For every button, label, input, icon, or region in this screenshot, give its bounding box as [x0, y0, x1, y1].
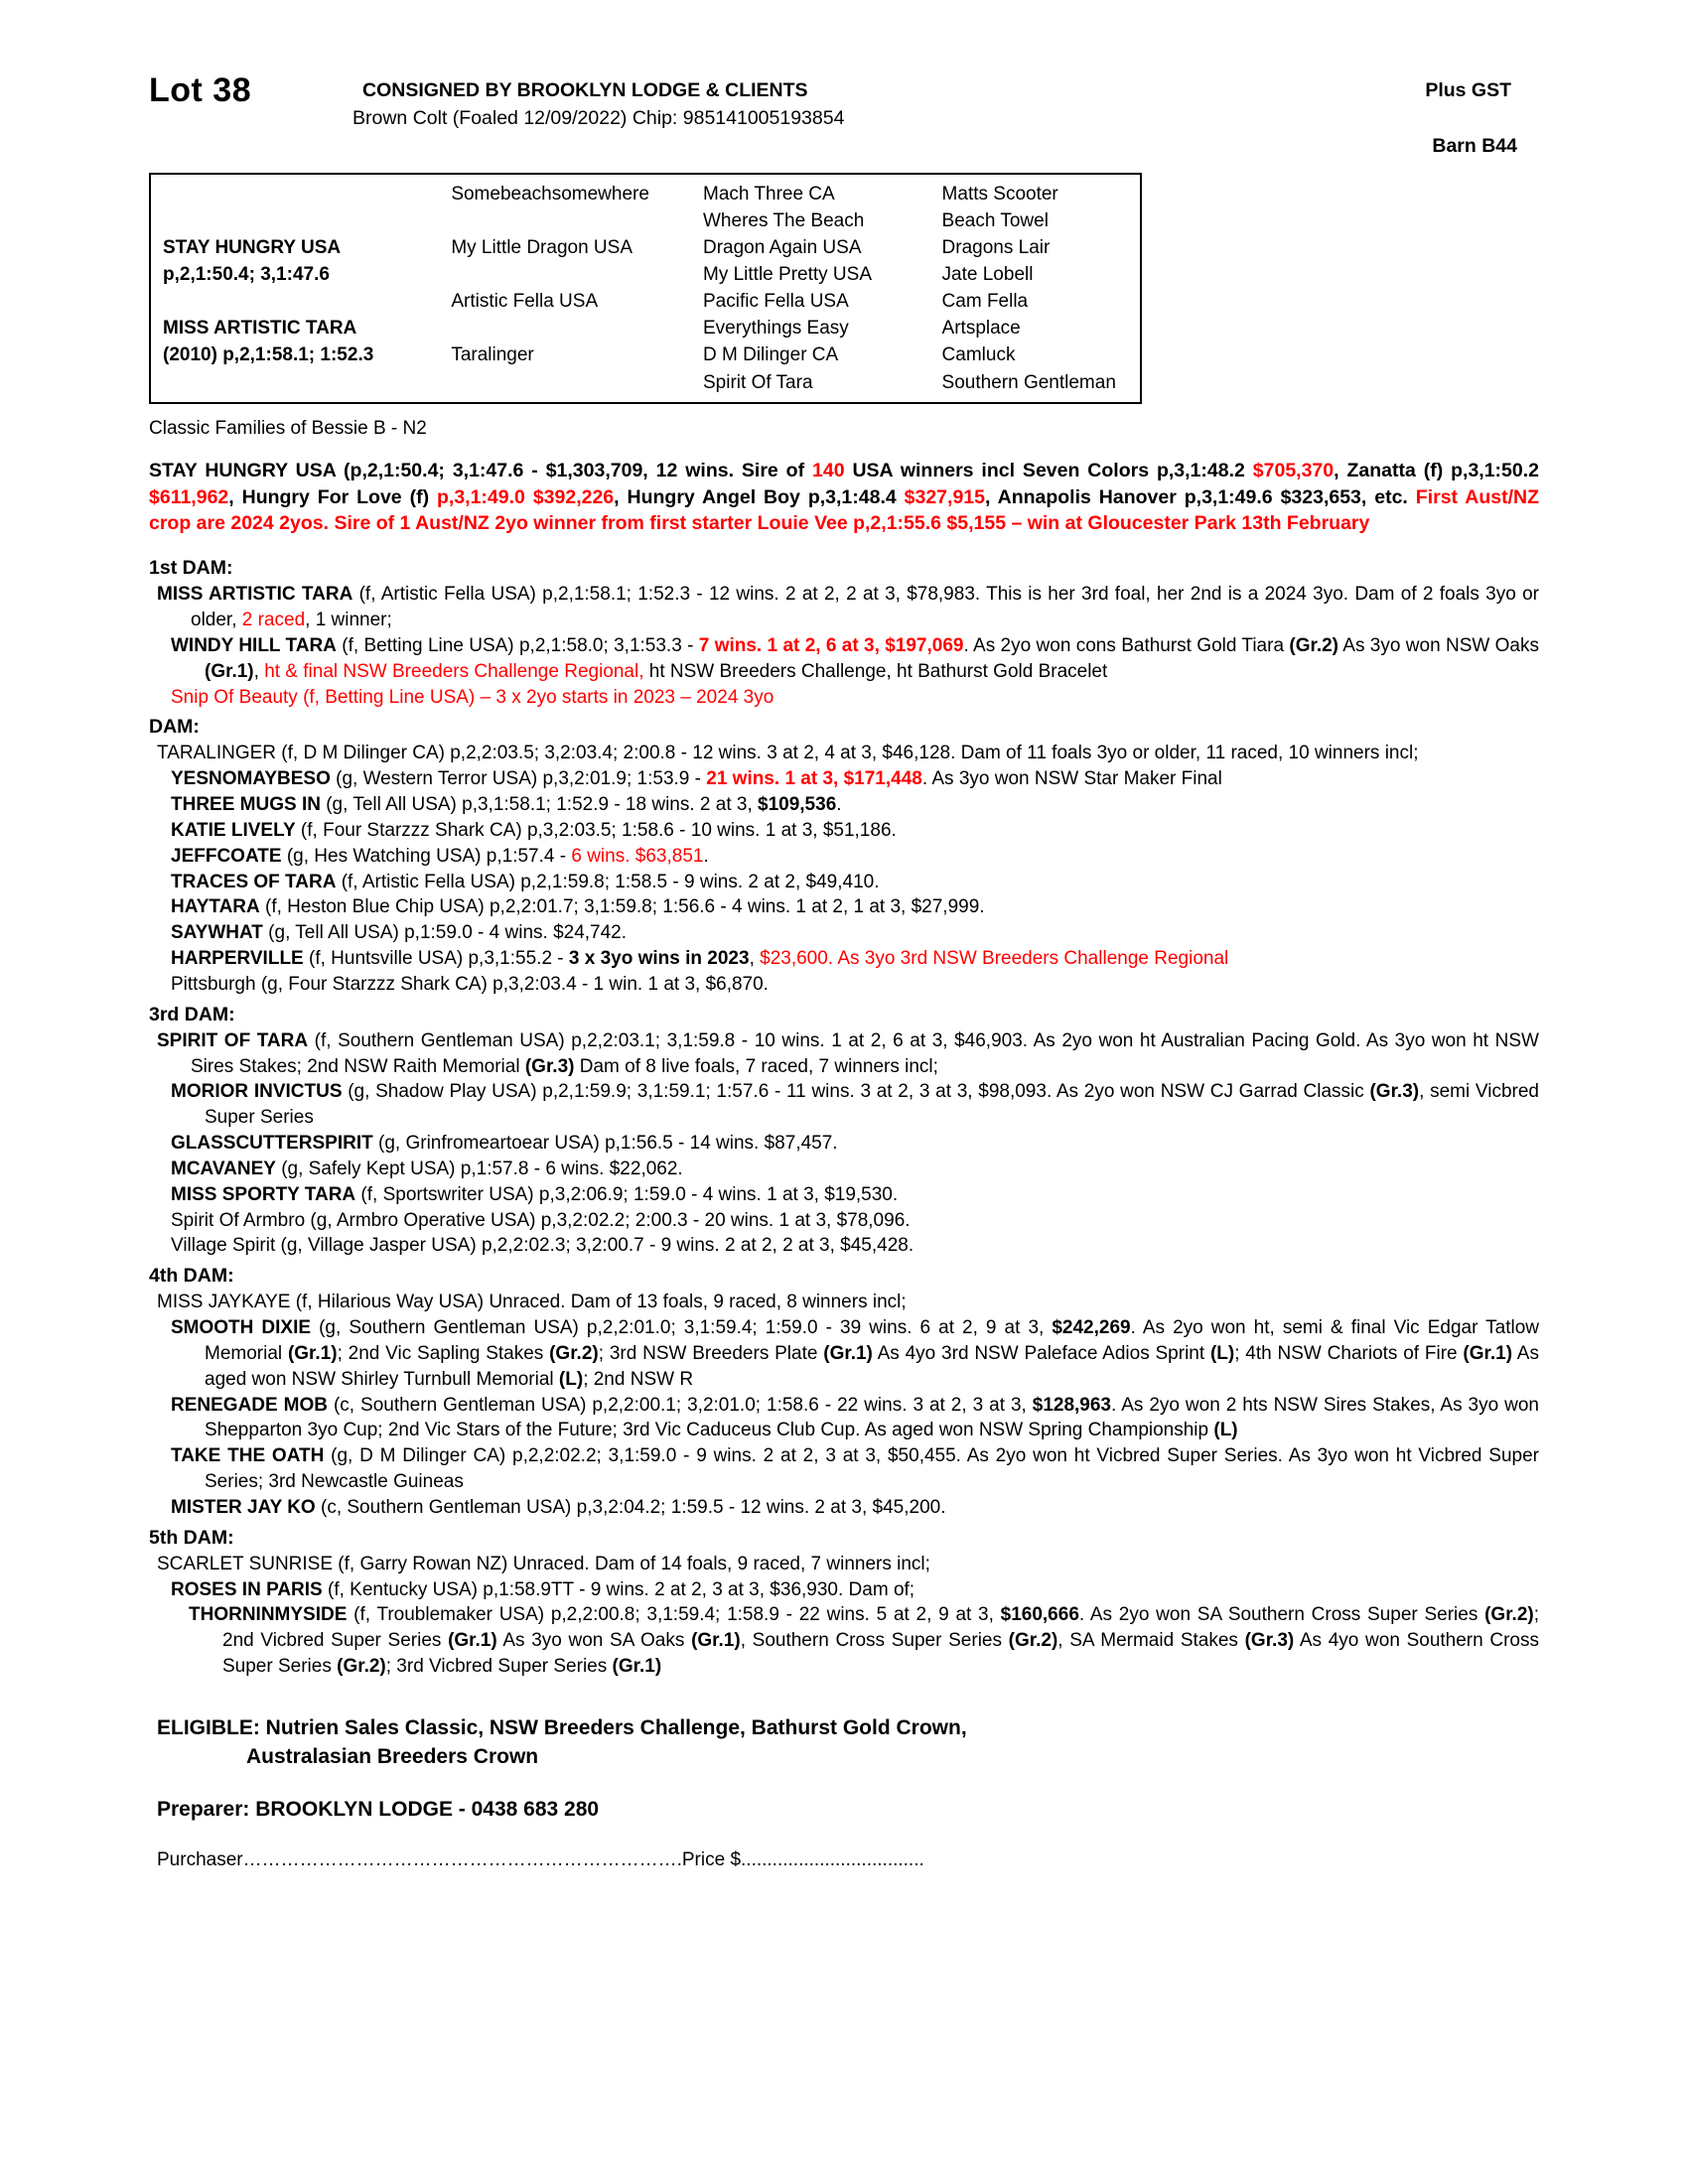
pedigree-entry	[171, 844, 1539, 870]
sire-text-4: , Hungry For Love (f)	[228, 485, 437, 508]
pedigree-entry	[157, 1028, 1539, 1080]
dam-name: MISS ARTISTIC TARA	[163, 318, 357, 340]
entry-text: (g, Southern Gentleman USA) p,2,2:01.0; 3,1:59.4; 1:59.0 - 39 wins. 6 at 2, 9 at 3,	[311, 1317, 1053, 1339]
pedigree-table	[149, 173, 1142, 404]
entry-text: (Gr.1)	[823, 1342, 873, 1364]
lot-number: Lot 38	[149, 71, 252, 109]
ped-cell	[447, 369, 699, 396]
table-row	[151, 315, 1140, 341]
ped-cell: Dragons Lair	[941, 237, 1051, 259]
entry-text: As aged won NSW Shirley Turnbull Memorial	[205, 1342, 1539, 1390]
ped-cell	[447, 261, 699, 288]
dam-heading: 1st DAM:	[149, 557, 233, 580]
pedigree-entry	[189, 1602, 1539, 1679]
ped-cell: Artistic Fella USA	[451, 291, 599, 313]
entry-text: ,	[749, 948, 761, 970]
entry-name: MISS ARTISTIC TARA	[157, 584, 353, 606]
entry-text: (f, Southern Gentleman USA) p,2,2:03.1; 3,1:59.8 - 10 wins. 1 at 2, 6 at 3, $46,903. As 2yo won ht Australian Pacing Gold. As 3yo won ht NSW Sires Stakes; 2nd NSW Raith Memorial	[191, 1029, 1539, 1077]
entry-text: (f, Artistic Fella USA) p,2,1:58.1; 1:52.3 - 12 wins. 2 at 2, 2 at 3, $78,983. This is her 3rd foal, her 2nd is a 2024 3yo. Dam of 2 foals 3yo or older,	[191, 584, 1539, 631]
table-row	[151, 234, 1140, 261]
entry-text: As 4yo 3rd NSW Paleface Adios Sprint	[872, 1342, 1210, 1364]
entry-text: (f, Heston Blue Chip USA) p,2,2:01.7; 3,1:59.8; 1:56.6 - 4 wins. 1 at 2, 1 at 3, $27,999.	[259, 896, 985, 918]
entry-text: $160,666	[1000, 1604, 1079, 1626]
entry-text: (f, Sportswriter USA) p,3,2:06.9; 1:59.0 - 4 wins. 1 at 3, $19,530.	[355, 1183, 899, 1205]
purchaser-line: Purchaser…………………………………………………………….Price $...................................	[157, 1848, 924, 1870]
entry-text: (g, Safely Kept USA) p,1:57.8 - 6 wins. $22,062.	[275, 1158, 683, 1179]
entry-text: (L)	[1209, 1342, 1235, 1364]
entry-name: GLASSCUTTERSPIRIT	[171, 1133, 373, 1155]
ped-cell: My Little Dragon USA	[451, 237, 633, 259]
sire-red-1: 140	[812, 459, 845, 481]
entry-text: . As 3yo won NSW Star Maker Final	[921, 768, 1222, 790]
entry-text: (g, Tell All USA) p,1:59.0 - 4 wins. $24,742.	[262, 922, 628, 944]
entry-name: THREE MUGS IN	[171, 794, 321, 816]
entry-text: (g, Grinfromeartoear USA) p,1:56.5 - 14 wins. $87,457.	[372, 1133, 838, 1155]
pedigree-entry	[157, 741, 1539, 766]
sire-name: STAY HUNGRY USA	[163, 237, 342, 259]
entry-text: , Southern Cross Super Series	[740, 1630, 1009, 1652]
entry-text: , semi Vicbred Super Series	[205, 1081, 1539, 1129]
ped-cell: Spirit Of Tara	[703, 371, 813, 393]
entry-name: HARPERVILLE	[171, 948, 304, 970]
entry-text: (c, Southern Gentleman USA) p,2,2:00.1; 3,2:01.0; 1:58.6 - 22 wins. 3 at 2, 3 at 3,	[327, 1394, 1033, 1416]
entry-text: (c, Southern Gentleman USA) p,3,2:04.2; 1:59.5 - 12 wins. 2 at 3, $45,200.	[315, 1496, 946, 1518]
sire-text-5: , Hungry Angel Boy p,3,1:48.4	[614, 485, 905, 508]
entry-text: 21 wins. 1 at 3, $171,448	[706, 768, 922, 790]
entry-text: (Gr.2)	[337, 1655, 386, 1677]
entry-text: (f, Artistic Fella USA) p,2,1:59.8; 1:58.5 - 9 wins. 2 at 2, $49,410.	[336, 871, 880, 892]
sire-marks: p,2,1:50.4; 3,1:47.6	[163, 264, 330, 286]
ped-cell: Camluck	[941, 344, 1016, 366]
sire-red-6: First Aust/NZ crop are 2024 2yos. Sire of 1 Aust/NZ 2yo winner from first starter Louie Vee p,2,1:55.6 $5,155 – win at Gloucester Park 13th February	[149, 485, 1539, 535]
entry-text: .	[836, 794, 842, 816]
pedigree-entry	[171, 1495, 1539, 1521]
ped-cell: Matts Scooter	[941, 184, 1058, 205]
entry-text: (f, Kentucky USA) p,1:58.9TT - 9 wins. 2 at 2, 3 at 3, $36,930. Dam of;	[322, 1578, 915, 1600]
entry-text: $109,536	[758, 794, 837, 816]
ped-cell: Cam Fella	[941, 291, 1029, 313]
entry-text: 3 x 3yo wins in 2023	[568, 948, 750, 970]
dam-heading: DAM:	[149, 716, 200, 739]
entry-text: ; 2nd NSW R	[583, 1368, 694, 1390]
entry-name: SAYWHAT	[171, 922, 263, 944]
entry-text: (Gr.3)	[524, 1055, 575, 1077]
dam-marks: (2010) p,2,1:58.1; 1:52.3	[163, 344, 374, 366]
pedigree-entry	[157, 582, 1539, 633]
entry-text: SCARLET SUNRISE (f, Garry Rowan NZ) Unraced. Dam of 14 foals, 9 raced, 7 winners incl;	[157, 1553, 930, 1574]
pedigree-entry	[171, 946, 1539, 972]
entry-text: (Gr.1)	[1463, 1342, 1513, 1364]
eligible-block	[149, 1713, 1539, 1772]
entry-text: , SA Mermaid Stakes	[1057, 1630, 1245, 1652]
pedigree-entry	[171, 1315, 1539, 1392]
dam-heading: 5th DAM:	[149, 1526, 234, 1549]
entry-text: Pittsburgh (g, Four Starzzz Shark CA) p,3,2:03.4 - 1 win. 1 at 3, $6,870.	[171, 973, 769, 995]
ped-cell: Pacific Fella USA	[703, 291, 849, 313]
entry-text: (Gr.1)	[287, 1342, 338, 1364]
pedigree-entry	[171, 1182, 1539, 1208]
entry-text: Dam of 8 live foals, 7 raced, 7 winners incl;	[574, 1055, 938, 1077]
entry-text: ; 2nd Vic Sapling Stakes	[337, 1342, 550, 1364]
pedigree-entry	[171, 1577, 1539, 1603]
entry-text: $128,963	[1032, 1394, 1111, 1416]
entry-text: . As 2yo won cons Bathurst Gold Tiara	[963, 635, 1290, 656]
table-row	[151, 288, 1140, 315]
foaling-details: Brown Colt (Foaled 12/09/2022) Chip: 985141005193854	[352, 107, 845, 129]
sire-text-6: , Annapolis Hanover p,3,1:49.6 $323,653, etc.	[984, 485, 1416, 508]
eligible-line-2: Australasian Breeders Crown	[246, 1745, 539, 1769]
sire-text-1: STAY HUNGRY USA (p,2,1:50.4; 3,1:47.6 - $1,303,709, 12 wins. Sire of	[149, 459, 812, 481]
entry-text: Snip Of Beauty (f, Betting Line USA) – 3 x 2yo starts in 2023 – 2024 3yo	[171, 686, 774, 708]
entry-name: RENEGADE MOB	[171, 1394, 328, 1416]
entry-text: (Gr.1)	[612, 1655, 662, 1677]
table-row	[151, 369, 1140, 396]
ped-cell	[447, 207, 699, 234]
pedigree-entry	[171, 1157, 1539, 1182]
pedigree-entry	[171, 870, 1539, 895]
pedigree-entry	[171, 972, 1539, 998]
pedigree-entry	[171, 1393, 1539, 1444]
entry-text: , 1 winner;	[305, 610, 392, 631]
entry-name: MISS SPORTY TARA	[171, 1183, 356, 1205]
pedigree-entry	[157, 1552, 1539, 1577]
entry-name: TRACES OF TARA	[171, 871, 337, 892]
entry-text: ht NSW Breeders Challenge, ht Bathurst Gold Bracelet	[643, 660, 1108, 682]
sire-red-3: $611,962	[149, 485, 229, 508]
entry-text: (f, Betting Line USA) p,2,1:58.0; 3,1:53.3 -	[336, 635, 699, 656]
entry-name: MORIOR INVICTUS	[171, 1081, 343, 1103]
sire-text-3: , Zanatta (f) p,3,1:50.2	[1334, 459, 1539, 481]
entry-name: HAYTARA	[171, 896, 260, 918]
dam-heading: 3rd DAM:	[149, 1003, 235, 1025]
pedigree-entry	[171, 1443, 1539, 1495]
plus-gst-label: Plus GST	[1425, 79, 1511, 101]
pedigree-entry	[157, 1290, 1539, 1315]
ped-cell: Dragon Again USA	[703, 237, 862, 259]
entry-text: As 3yo won NSW Oaks	[1338, 635, 1539, 656]
dam-heading: 4th DAM:	[149, 1265, 234, 1288]
entry-text: As 4yo won Southern Cross Super Series	[222, 1630, 1539, 1677]
entry-text: (Gr.2)	[1484, 1604, 1534, 1626]
pedigree-entry	[171, 766, 1539, 792]
entry-text: As 3yo won SA Oaks	[496, 1630, 692, 1652]
sire-text-2: USA winners incl Seven Colors p,3,1:48.2	[844, 459, 1253, 481]
entry-text: . As 2yo won 2 hts NSW Sires Stakes, As 3yo won Shepparton 3yo Cup; 2nd Vic Stars of the Future; 3rd Vic Caduceus Club Cup. As aged won NSW Spring Championship	[205, 1394, 1539, 1441]
pedigree-entry	[171, 1233, 1539, 1259]
entry-name: ROSES IN PARIS	[171, 1578, 323, 1600]
entry-text: (Gr.3)	[1244, 1630, 1295, 1652]
pedigree-entry	[171, 818, 1539, 844]
ped-cell: Artsplace	[941, 318, 1021, 340]
barn-label: Barn B44	[1432, 135, 1517, 157]
ped-cell: Mach Three CA	[703, 184, 835, 205]
pedigree-entry	[171, 685, 1539, 711]
ped-cell: My Little Pretty USA	[703, 264, 872, 286]
ped-cell	[447, 315, 699, 341]
entry-text: $23,600. As 3yo 3rd NSW Breeders Challenge Regional	[760, 948, 1229, 970]
ped-cell: Jate Lobell	[941, 264, 1034, 286]
entry-text: TARALINGER (f, D M Dilinger CA) p,2,2:03.5; 3,2:03.4; 2:00.8 - 12 wins. 3 at 2, 4 at 3, $46,128. Dam of 11 foals 3yo or older, 11 raced, 10 winners incl;	[157, 743, 1419, 764]
eligible-line-1: ELIGIBLE: Nutrien Sales Classic, NSW Breeders Challenge, Bathurst Gold Crown,	[157, 1715, 967, 1739]
entry-text: ; 3rd Vicbred Super Series	[385, 1655, 613, 1677]
entry-text: (Gr.3)	[1369, 1081, 1420, 1103]
entry-text: ; 2nd Vicbred Super Series	[222, 1604, 1539, 1652]
entry-text: (f, Huntsville USA) p,3,1:55.2 -	[303, 948, 569, 970]
entry-text: (f, Troublemaker USA) p,2,2:00.8; 3,1:59.4; 1:58.9 - 22 wins. 5 at 2, 9 at 3,	[347, 1604, 1001, 1626]
table-row	[151, 261, 1140, 288]
entry-name: JEFFCOATE	[171, 845, 282, 867]
entry-text: .	[703, 845, 709, 867]
ped-cell: Everythings Easy	[703, 318, 849, 340]
sire-red-2: $705,370	[1252, 459, 1335, 481]
table-row	[151, 181, 1140, 207]
entry-text: 7 wins. 1 at 2, 6 at 3, $197,069	[698, 635, 964, 656]
sire-red-4: p,3,1:49.0 $392,226	[437, 485, 615, 508]
preparer-line: Preparer: BROOKLYN LODGE - 0438 683 280	[157, 1797, 600, 1821]
entry-text: (Gr.2)	[1289, 635, 1338, 656]
pedigree-entry	[171, 792, 1539, 818]
entry-text: (Gr.2)	[549, 1342, 599, 1364]
pedigree-entry	[171, 894, 1539, 920]
pedigree-entry	[171, 1208, 1539, 1234]
entry-text: . As 2yo won SA Southern Cross Super Series	[1078, 1604, 1485, 1626]
entry-text: (L)	[558, 1368, 584, 1390]
entry-text: Village Spirit (g, Village Jasper USA) p,2,2:02.3; 3,2:00.7 - 9 wins. 2 at 2, 2 at 3, $45,428.	[171, 1235, 914, 1257]
entry-text: (g, Western Terror USA) p,3,2:01.9; 1:53.9 -	[330, 768, 707, 790]
consignor-line: CONSIGNED BY BROOKLYN LODGE & CLIENTS	[362, 79, 808, 101]
entry-text: (g, Shadow Play USA) p,2,1:59.9; 3,1:59.1; 1:57.6 - 11 wins. 3 at 2, 3 at 3, $98,093. As 2yo won NSW CJ Garrad Classic	[342, 1081, 1370, 1103]
ped-cell: Wheres The Beach	[703, 210, 865, 232]
entry-name: SMOOTH DIXIE	[171, 1317, 312, 1339]
ped-cell: Taralinger	[451, 344, 534, 366]
pedigree-entry	[171, 920, 1539, 946]
entry-name: WINDY HILL TARA	[171, 635, 337, 656]
entry-text: ; 3rd NSW Breeders Plate	[598, 1342, 824, 1364]
entry-name: KATIE LIVELY	[171, 819, 296, 841]
entry-name: MISTER JAY KO	[171, 1496, 316, 1518]
entry-text: 6 wins. $63,851	[571, 845, 704, 867]
entry-text: 2 raced	[241, 610, 306, 631]
sire-paragraph	[149, 458, 1539, 538]
entry-name: SPIRIT OF TARA	[157, 1029, 309, 1051]
entry-text: (Gr.1)	[691, 1630, 741, 1652]
pedigree-entry	[171, 1131, 1539, 1157]
entry-text: (g, Tell All USA) p,3,1:58.1; 1:52.9 - 18 wins. 2 at 3,	[320, 794, 759, 816]
entry-text: (L)	[1213, 1420, 1238, 1441]
entry-text: (Gr.1)	[205, 660, 254, 682]
entry-text: (Gr.2)	[1008, 1630, 1058, 1652]
pedigree-entry	[171, 1079, 1539, 1131]
entry-text: (f, Four Starzzz Shark CA) p,3,2:03.5; 1:58.6 - 10 wins. 1 at 3, $51,186.	[295, 819, 897, 841]
entry-text: (g, Hes Watching USA) p,1:57.4 -	[281, 845, 572, 867]
dam-sections	[149, 557, 1539, 1679]
entry-name: THORNINMYSIDE	[189, 1604, 348, 1626]
classic-families-line: Classic Families of Bessie B - N2	[149, 417, 427, 439]
entry-text: ; 4th NSW Chariots of Fire	[1234, 1342, 1464, 1364]
entry-name: YESNOMAYBESO	[171, 768, 331, 790]
entry-text: (g, D M Dilinger CA) p,2,2:02.2; 3,1:59.0 - 9 wins. 2 at 2, 3 at 3, $50,455. As 2yo won ht Vicbred Super Series. As 3yo won ht Vicbred Super Series; 3rd Newcastle Guineas	[205, 1445, 1539, 1493]
entry-name: MCAVANEY	[171, 1158, 276, 1179]
ped-cell: Beach Towel	[941, 210, 1049, 232]
entry-text: MISS JAYKAYE (f, Hilarious Way USA) Unraced. Dam of 13 foals, 9 raced, 8 winners incl;	[157, 1292, 907, 1313]
entry-text: ,	[253, 660, 265, 682]
entry-text: . As 2yo won ht, semi & final Vic Edgar Tatlow Memorial	[205, 1317, 1539, 1364]
entry-text: Spirit Of Armbro (g, Armbro Operative USA) p,3,2:02.2; 2:00.3 - 20 wins. 1 at 3, $78,096.	[171, 1209, 911, 1231]
entry-text: $242,269	[1052, 1317, 1131, 1339]
entry-name: TAKE THE OATH	[171, 1445, 325, 1467]
entry-text: (Gr.1)	[448, 1630, 497, 1652]
page-header	[149, 48, 1539, 157]
ped-cell: Southern Gentleman	[941, 371, 1116, 393]
ped-cell: D M Dilinger CA	[703, 344, 839, 366]
ped-cell: Somebeachsomewhere	[451, 184, 649, 205]
table-row	[151, 341, 1140, 368]
entry-text: ht & final NSW Breeders Challenge Regional,	[264, 660, 644, 682]
sire-red-5: $327,915	[904, 485, 985, 508]
pedigree-entry	[171, 633, 1539, 685]
